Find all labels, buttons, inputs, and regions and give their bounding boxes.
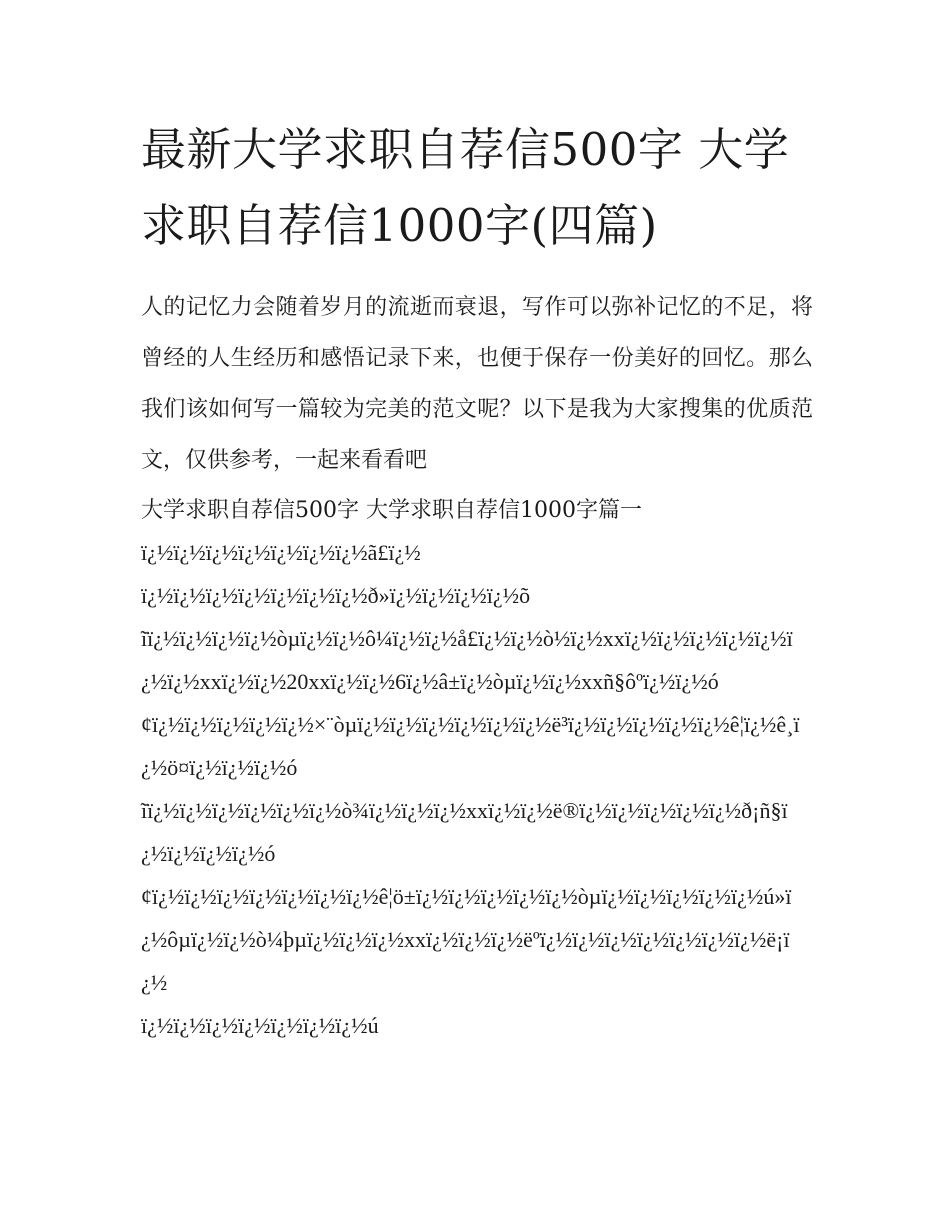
section-heading: 大学求职自荐信500字 大学求职自荐信1000字篇一 — [141, 498, 642, 523]
body-paragraph: ï¿½ï¿½ï¿½ï¿½ï¿½ï¿½ï¿½ú — [141, 1013, 379, 1038]
document-title: 最新大学求职自荐信500字 大学求职自荐信1000字(四篇) — [141, 123, 790, 252]
body-paragraph: ï¿½ï¿½ï¿½ï¿½ï¿½ï¿½ï¿½ã£ï¿½ — [141, 540, 421, 565]
body-paragraph: ¢ï¿½ï¿½ï¿½ï¿½ï¿½×¨òµï¿½ï¿½ï¿½ï¿½ï¿½ï¿½ë³ï¿½ï¿½ï¿½ï¿½ï¿½ê¦ï¿½ê¸ï¿½ö¤ï¿½ï¿½ï¿½ó — [141, 712, 800, 780]
body-paragraph: ĩï¿½ï¿½ï¿½ï¿½òµï¿½ï¿½ô¼ï¿½ï¿½å£ï¿½ï¿½ò½ï¿½xxï¿½ï¿½ï¿½ï¿½ï¿½ï¿½ï¿½xxï¿½ï¿½20xxï¿½ï¿½6ï¿½â±ï¿½òµï¿½ï¿½xxñ§ôºï¿½ï¿½ó — [141, 626, 793, 694]
body-paragraph: ï¿½ï¿½ï¿½ï¿½ï¿½ï¿½ï¿½ð»ï¿½ï¿½ï¿½ï¿½õ — [141, 583, 531, 608]
body-paragraph: ¢ï¿½ï¿½ï¿½ï¿½ï¿½ï¿½ï¿½ê¦ö±ï¿½ï¿½ï¿½ï¿½ï¿½òµï¿½ï¿½ï¿½ï¿½ï¿½ú»ï¿½ôµï¿½ï¿½ò¼þµï¿½ï¿½ï¿½xxï¿½ï¿½ï¿½ëºï¿½ï¿½ï¿½ï¿½ï¿½ï¿½ï¿½ë¡ï¿½ — [141, 884, 792, 995]
document-body — [141, 112, 813, 1047]
intro-paragraph: 人的记忆力会随着岁月的流逝而衰退，写作可以弥补记忆的不足，将曾经的人生经历和感悟记录下来，也便于保存一份美好的回忆。那么我们该如何写一篇较为完美的范文呢？以下是我为大家搜集的优质范文，仅供参考，一起来看看吧 — [141, 295, 813, 473]
body-paragraph: ĩï¿½ï¿½ï¿½ï¿½ï¿½ï¿½ò¾ï¿½ï¿½ï¿½xxï¿½ï¿½ë®ï¿½ï¿½ï¿½ï¿½ï¿½ð¡ñ§ï¿½ï¿½ï¿½ï¿½ó — [141, 798, 788, 866]
